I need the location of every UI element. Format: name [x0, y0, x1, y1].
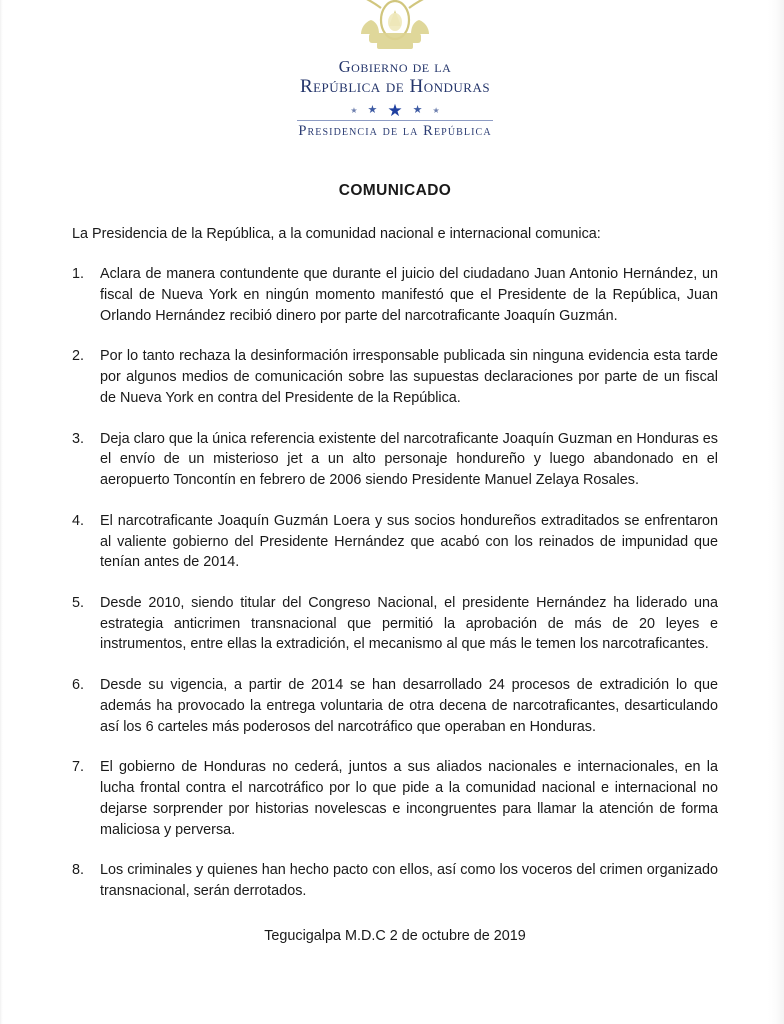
list-item — [72, 346, 718, 408]
government-name — [72, 58, 718, 98]
clause-number: 1. — [72, 266, 85, 283]
government-name-line2: República de Honduras — [299, 76, 491, 98]
clause-number: 6. — [72, 677, 85, 694]
clause-number: 4. — [72, 512, 85, 529]
clause-text: Desde 2010, siendo titular del Congreso Nacional, el presidente Hernández ha liderado una estrategia anticrimen transnacional que permitió la aprobación de más de 20 leyes e instrumentos, entre ellas la extradición, el mecanismo al que más le temen los narcotraficantes. — [100, 595, 718, 653]
star-icon: ★ — [350, 105, 358, 115]
clause-text: Desde su vigencia, a partir de 2014 se han desarrollado 24 procesos de extradición lo que además ha provocado la entrega voluntaria de otra decena de narcotraficantes, desarticulando así los 6 carteles más poderosos del narcotráfico que operaban en Honduras. — [100, 677, 718, 735]
clause-list — [72, 264, 718, 902]
list-item — [72, 511, 718, 573]
letterhead-subtitle: Presidencia de la República — [298, 122, 492, 139]
list-item — [72, 264, 718, 326]
honduras-coat-of-arms-icon — [335, 0, 455, 56]
clause-number: 8. — [72, 862, 85, 879]
list-item — [72, 593, 718, 655]
clause-text: Por lo tanto rechaza la desinformación irresponsable publicada sin ninguna evidencia esta tarde por algunos medios de comunicación sobre las supuestas declaraciones por parte de un fiscal de Nueva York en contra del Presidente de la República. — [100, 348, 718, 406]
list-item — [72, 429, 718, 491]
clause-number: 7. — [72, 759, 85, 776]
clause-text: Los criminales y quienes han hecho pacto con ellos, así como los voceros del crimen organizado transnacional, serán derrotados. — [100, 862, 718, 900]
list-item — [72, 860, 718, 901]
clause-text: El narcotraficante Joaquín Guzmán Loera y sus socios hondureños extraditados se enfrentaron al valiente gobierno del Presidente Hernández que acabó con los reinados de impunidad que tenían antes de 2014. — [100, 512, 718, 571]
clause-number: 2. — [72, 348, 85, 365]
clause-text: Aclara de manera contundente que durante el juicio del ciudadano Juan Antonio Hernández, un fiscal de Nueva York en ningún momento manifestó que el Presidente de la República, Juan Orlando Hernández recibió dinero por parte del narcotraficante Joaquín Guzmán. — [100, 266, 718, 324]
clause-number: 3. — [72, 430, 85, 447]
government-name-line1: Gobierno de la — [338, 57, 452, 76]
star-icon: ★ — [412, 104, 423, 117]
star-icon: ★ — [367, 104, 378, 117]
list-item — [72, 675, 718, 737]
star-icon: ★ — [387, 101, 403, 121]
lead-paragraph: La Presidencia de la República, a la comunidad nacional e internacional comunica: — [72, 225, 601, 242]
clause-number: 5. — [72, 595, 85, 611]
star-row — [300, 103, 490, 119]
clause-text: Deja claro que la única referencia existente del narcotraficante Joaquín Guzman en Honduras es el envío de un misterioso jet a un alto personaje hondureño y luego abandonado en el aeropuerto Toncontín en febrero de 2006 siendo Presidente Manuel Zelaya Rosales. — [100, 430, 718, 489]
closing-line: Tegucigalpa M.D.C 2 de octubre de 2019 — [264, 927, 526, 944]
letterhead — [72, 0, 718, 140]
page-title: COMUNICADO — [338, 181, 452, 199]
star-icon: ★ — [432, 105, 440, 115]
list-item — [72, 757, 718, 840]
clause-text: El gobierno de Honduras no cederá, juntos a sus aliados nacionales e internacionales, en la lucha frontal contra el narcotráfico por lo que pide a la comunidad nacional e internacional no dejarse sorprender por historias novelescas e incongruentes para llamar la atención de forma maliciosa y perversa. — [100, 759, 718, 838]
